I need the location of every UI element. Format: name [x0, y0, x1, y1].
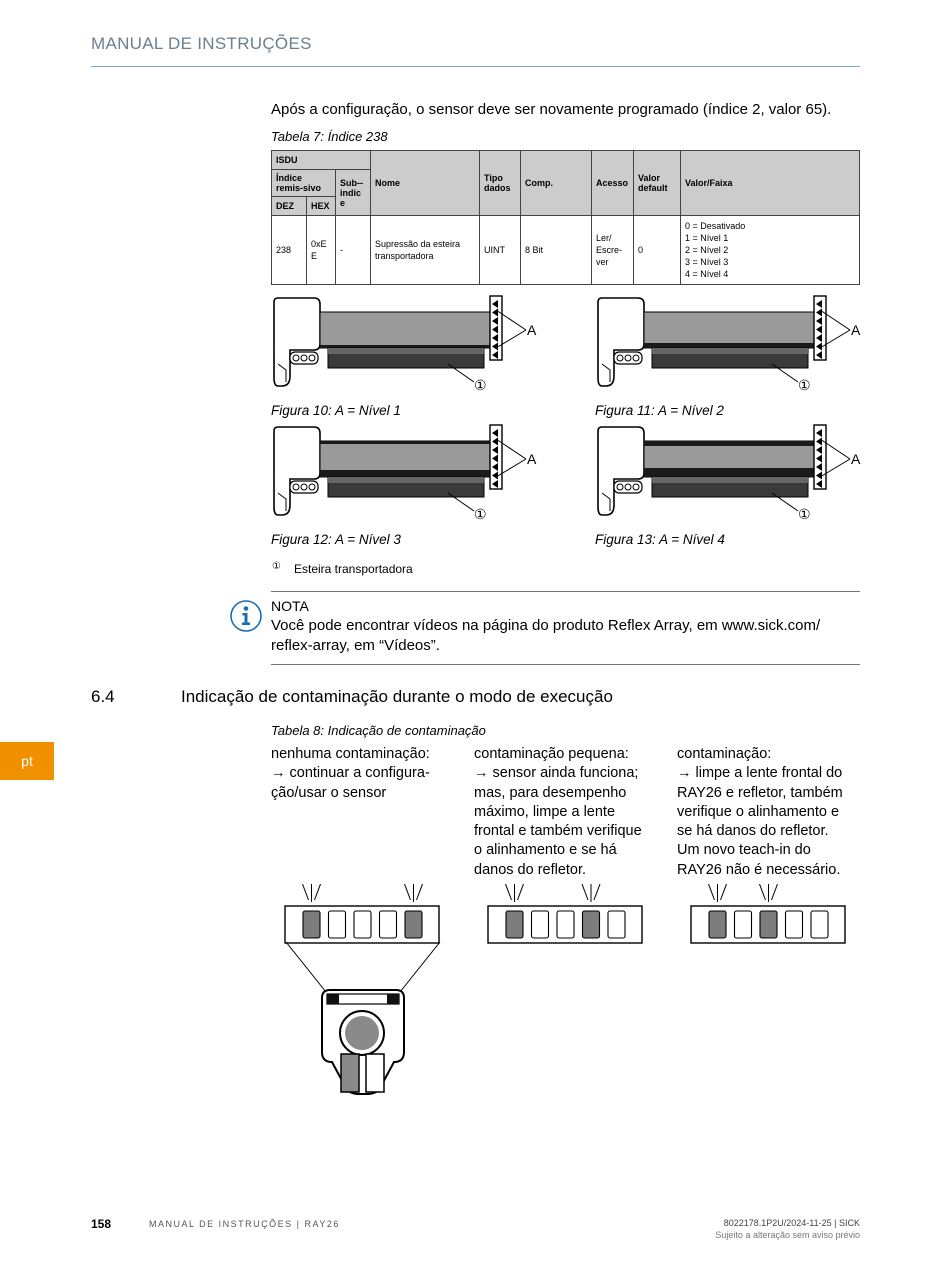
language-tab: pt	[0, 742, 54, 780]
led-off	[786, 911, 803, 938]
col-line: → continuar a configura-	[271, 765, 430, 782]
sensor-illustration	[280, 942, 446, 1102]
figure-13-caption: Figura 13: A = Nível 4	[595, 532, 725, 547]
col-line: se há danos do refletor.	[677, 823, 829, 840]
faixa-line: 1 = Nível 1	[685, 233, 729, 243]
cell-faixa	[681, 216, 860, 285]
intro-paragraph: Após a configuração, o sensor deve ser novamente programado (índice 2, valor 65).	[271, 101, 832, 118]
led-glow-ray	[417, 884, 423, 900]
led-glow-ray	[772, 884, 778, 900]
th-valor-default: Valor default	[634, 151, 681, 216]
th-comp: Comp.	[521, 151, 592, 216]
col-line: frontal e também verifique	[474, 823, 642, 840]
led-glow-ray	[582, 884, 588, 900]
led-glow-ray	[760, 884, 766, 900]
col-line: verifique o alinhamento e	[677, 803, 840, 820]
sensor-led	[617, 355, 623, 361]
sensor-led	[625, 355, 631, 361]
led-glow-ray	[405, 884, 411, 900]
table8-caption: Tabela 8: Indicação de contaminação	[271, 723, 486, 738]
led-glow-ray	[709, 884, 715, 900]
sensor-led	[301, 484, 307, 490]
led-indicator-full	[686, 878, 852, 948]
sensor-led	[293, 484, 299, 490]
led-off	[557, 911, 574, 938]
marker-1: ①	[474, 506, 487, 522]
legend-text: Esteira transportadora	[294, 562, 413, 576]
figure-level-4	[592, 423, 867, 523]
upper-band	[644, 441, 816, 446]
led-lit	[405, 911, 422, 938]
table7-caption: Tabela 7: Índice 238	[271, 129, 388, 144]
note-bottom-rule	[271, 664, 860, 665]
contamination-col-full	[677, 745, 867, 880]
marker-1: ①	[798, 377, 811, 393]
footer-reference: 8022178.1P2U/2024-11-25 | SICK	[723, 1218, 860, 1228]
cell-default: 0	[634, 216, 681, 285]
sensor-led	[301, 355, 307, 361]
section-title: Indicação de contaminação durante o modo de execução	[181, 687, 613, 706]
faixa-line: 2 = Nível 2	[685, 245, 729, 255]
th-valor-faixa: Valor/Faixa	[681, 151, 860, 216]
info-icon	[229, 599, 263, 633]
figure-12-caption: Figura 12: A = Nível 3	[271, 532, 401, 547]
light-beam-area	[644, 312, 816, 348]
th-nome: Nome	[371, 151, 480, 216]
sensor-led	[293, 355, 299, 361]
led-lit	[583, 911, 600, 938]
led-glow-ray	[303, 884, 309, 900]
faixa-line: 0 = Desativado	[685, 221, 746, 231]
sensor-body	[598, 298, 644, 386]
figure-level-2	[592, 294, 867, 394]
th-isdu: ISDU	[272, 151, 371, 170]
footer-notice: Sujeito a alteração sem aviso prévio	[715, 1230, 860, 1240]
led-glow-ray	[594, 884, 600, 900]
sensor-led	[625, 484, 631, 490]
col-line: nenhuma contaminação:	[271, 746, 430, 762]
label-a: A	[527, 451, 537, 467]
cell-dez: 238	[272, 216, 307, 285]
col-line: mas, para desempenho	[474, 784, 627, 801]
th-acesso: Acesso	[592, 151, 634, 216]
note-body: Você pode encontrar vídeos na página do produto Reflex Array, em www.sick.com/ reflex-array, em “Vídeos”.	[271, 617, 821, 654]
th-indice-remissivo: Índice remis-sivo	[272, 170, 336, 197]
col-line: → sensor ainda funciona;	[474, 765, 639, 782]
led-glow-ray	[315, 884, 321, 900]
sensor-body	[274, 427, 320, 515]
led-glow-ray	[506, 884, 512, 900]
table-index-238	[271, 150, 860, 285]
led-glow-ray	[518, 884, 524, 900]
label-a: A	[527, 322, 537, 338]
contamination-col-none	[271, 745, 461, 803]
marker-1: ①	[474, 377, 487, 393]
conveyor-belt-top	[652, 477, 808, 483]
led-off	[354, 911, 371, 938]
led-off	[608, 911, 625, 938]
figure-level-1	[268, 294, 543, 394]
col-line: → limpe a lente frontal do	[677, 765, 843, 782]
light-beam-area	[320, 312, 492, 348]
table-row	[272, 216, 860, 285]
col-line: máximo, limpe a lente	[474, 803, 616, 820]
figure-11-caption: Figura 11: A = Nível 2	[595, 403, 724, 418]
led-off	[380, 911, 397, 938]
led-glow-ray	[721, 884, 727, 900]
conveyor-belt-top	[652, 348, 808, 354]
cell-comp: 8 Bit	[521, 216, 592, 285]
col-line: RAY26 e refletor, também	[677, 784, 843, 801]
led-lit	[760, 911, 777, 938]
label-a: A	[851, 451, 861, 467]
th-hex: HEX	[307, 197, 336, 216]
faixa-line: 3 = Nível 3	[685, 257, 729, 267]
sensor-led	[633, 355, 639, 361]
col-line: contaminação:	[677, 746, 772, 762]
col-line: contaminação pequena:	[474, 746, 629, 762]
col-line: RAY26 não é necessário.	[677, 861, 841, 878]
figure-level-3	[268, 423, 543, 523]
sensor-led	[633, 484, 639, 490]
sensor-body	[598, 427, 644, 515]
cell-acesso: Ler/ Escre-ver	[592, 216, 634, 285]
section-number: 6.4	[91, 687, 115, 706]
col-line: Um novo teach-in do	[677, 842, 811, 859]
cell-nome: Supressão da esteira transportadora	[371, 216, 480, 285]
contamination-col-small	[474, 745, 669, 880]
note-title: NOTA	[271, 598, 309, 614]
col-line: o alinhamento e se há	[474, 842, 617, 859]
figure-10-caption: Figura 10: A = Nível 1	[271, 403, 401, 418]
conveyor-belt-top	[328, 348, 484, 354]
note-top-rule	[271, 591, 860, 592]
sensor-body	[274, 298, 320, 386]
suppressed-band	[320, 470, 492, 477]
cell-subindice: -	[336, 216, 371, 285]
header-title: MANUAL DE INSTRUÇÕES	[91, 34, 312, 53]
suppressed-band	[644, 468, 816, 477]
page-number: 158	[91, 1217, 112, 1231]
th-dez: DEZ	[272, 197, 307, 216]
sensor-led	[309, 484, 315, 490]
led-off	[532, 911, 549, 938]
marker-1: ①	[798, 506, 811, 522]
led-indicator-small	[483, 878, 649, 948]
conveyor-belt-top	[328, 477, 484, 483]
faixa-line: 4 = Nível 4	[685, 269, 729, 279]
cell-tipo: UINT	[480, 216, 521, 285]
sensor-led	[309, 355, 315, 361]
legend-marker: ①	[272, 561, 281, 572]
led-indicator-none	[280, 878, 446, 948]
label-a: A	[851, 322, 861, 338]
th-subindice: Sub--indic e	[336, 170, 371, 216]
sensor-led	[617, 484, 623, 490]
led-lit	[506, 911, 523, 938]
led-off	[735, 911, 752, 938]
col-line: ção/usar o sensor	[271, 784, 387, 801]
header-rule	[91, 66, 860, 67]
led-off	[329, 911, 346, 938]
th-tipo: Tipo dados	[480, 151, 521, 216]
led-off	[811, 911, 828, 938]
led-lit	[303, 911, 320, 938]
cell-hex: 0xE E	[307, 216, 336, 285]
led-lit	[709, 911, 726, 938]
upper-band	[320, 441, 492, 444]
col-line: danos do refletor.	[474, 861, 587, 878]
footer-document: MANUAL DE INSTRUÇÕES | RAY26	[149, 1219, 340, 1229]
suppressed-band	[644, 343, 816, 348]
